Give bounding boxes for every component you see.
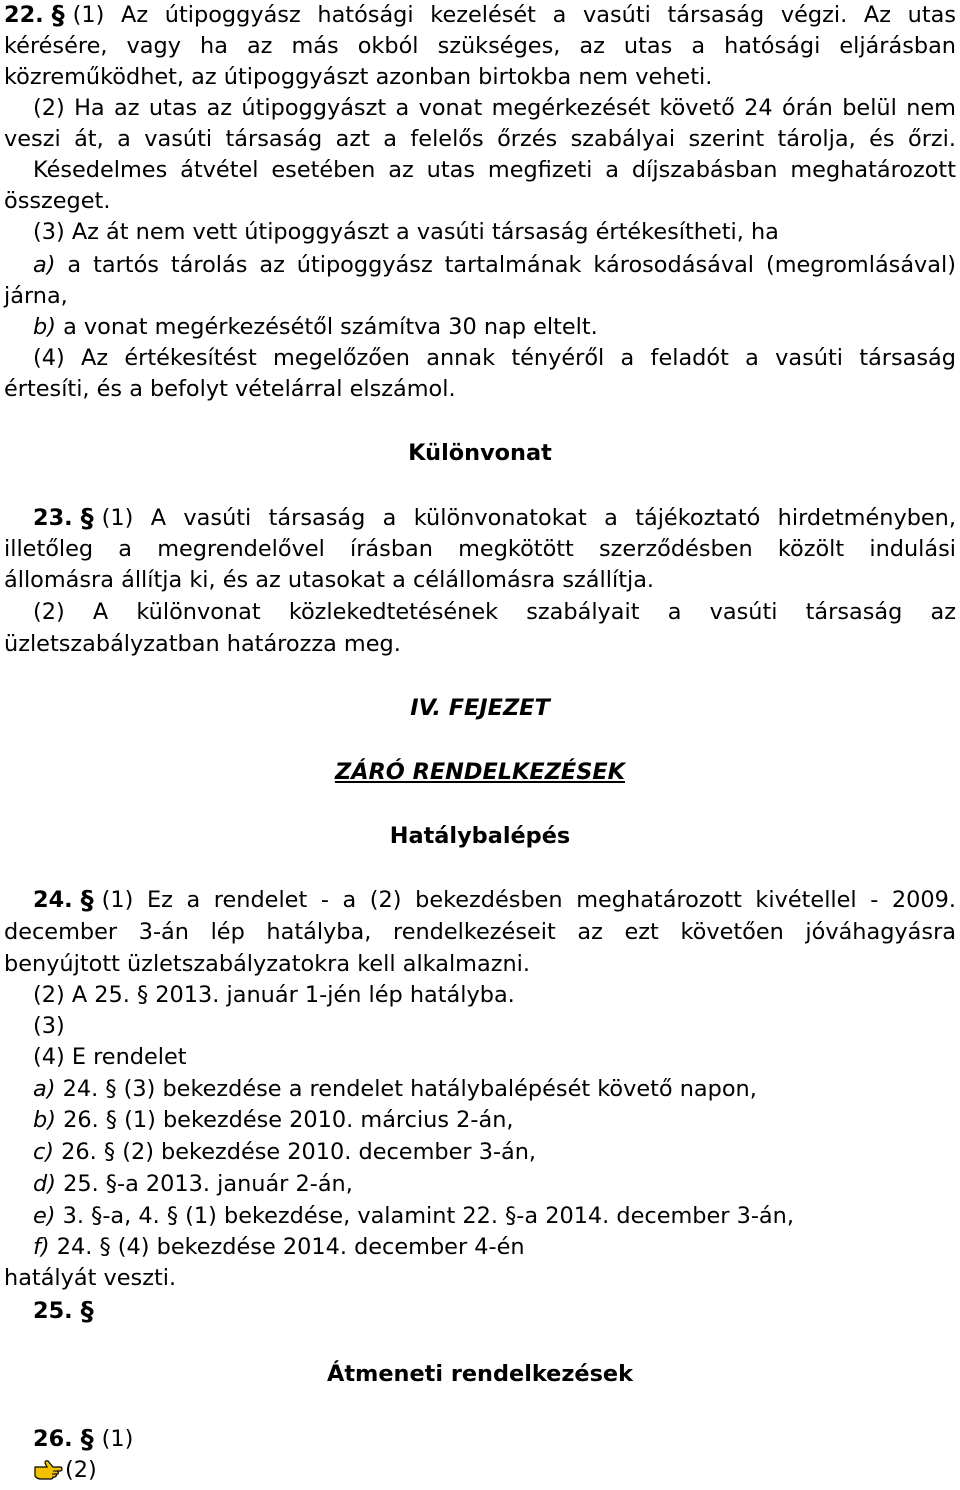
para-23-line-3: állomásra állítja ki, és az utasokat a célállomásra szállítja.: [4, 567, 655, 593]
para-22-line-6: Késedelmes átvétel esetében az utas megfizeti a díjszabásban meghatározott: [33, 157, 956, 183]
para-23-line-2: illetőleg a megrendelővel írásban megkötött szerződésben közölt indulási: [4, 536, 956, 562]
para-22-line-2: kérésére, vagy ha az más okból szükséges, az utas a hatósági eljárásban: [4, 33, 956, 59]
para-25: [33, 1296, 956, 1328]
section-number: 26.: [33, 1426, 73, 1452]
para-23-line-4: (2) A különvonat közlekedtetésének szabályait a vasúti társaság az: [33, 599, 956, 625]
para-26-line-1: 26. § (1): [33, 1425, 134, 1455]
heading-chapter: IV. FEJEZET: [410, 695, 550, 721]
para-22-line-8: (3) Az át nem vett útipoggyászt a vasúti társaság értékesítheti, ha: [33, 219, 779, 245]
para-22-line-4: (2) Ha az utas az útipoggyászt a vonat megérkezését követő 24 órán belül nem: [33, 95, 956, 121]
para-23-line-1: 23. § (1) A vasúti társaság a különvonatokat a tájékoztató hirdetményben,: [33, 504, 956, 534]
para-22-line-12: (4) Az értékesítést megelőzően annak tényéről a feladót a vasúti társaság: [33, 345, 956, 371]
list-item: b) 26. § (1) bekezdése 2010. március 2-án,: [33, 1107, 514, 1133]
section-sign: §: [80, 504, 94, 534]
section-number: 22.: [4, 2, 44, 28]
section-number: 23.: [33, 505, 73, 531]
para-23-line-5: üzletszabályzatban határozza meg.: [4, 631, 401, 657]
para-22-line-5: veszi át, a vasúti társaság azt a felelős őrzés szabályai szerint tárolja, és őrzi.: [4, 126, 956, 152]
section-sign: §: [80, 1425, 94, 1455]
para-22-line-10: járna,: [4, 283, 68, 309]
para-22-line-7: összeget.: [4, 188, 111, 214]
para-24-line-2: december 3-án lép hatályba, rendelkezéseit az ezt követően jóváhagyásra: [4, 919, 956, 945]
pointing-hand-icon[interactable]: [33, 1457, 63, 1481]
heading-hatalybalepes: Hatálybalépés: [389, 823, 571, 849]
section-sign: §: [80, 1297, 94, 1327]
para-22-line-9: a) a tartós tárolás az útipoggyász tartalmának károsodásával (megromlásával): [33, 252, 956, 278]
para-22-line-1: 22. § (1) Az útipoggyász hatósági kezelését a vasúti társaság végzi. Az utas: [4, 1, 956, 31]
section-number: 24.: [33, 887, 73, 913]
list-item: f) 24. § (4) bekezdése 2014. december 4-én: [33, 1234, 525, 1260]
list-item: e) 3. §-a, 4. § (1) bekezdése, valamint 22. §-a 2014. december 3-án,: [33, 1203, 794, 1229]
list-item: c) 26. § (2) bekezdése 2010. december 3-án,: [33, 1139, 537, 1165]
para-24-line-1: 24. § (1) Ez a rendelet - a (2) bekezdésben meghatározott kivétellel - 2009.: [33, 886, 956, 916]
para-24-line-4: (2) A 25. § 2013. január 1-jén lép hatályba.: [33, 982, 515, 1008]
section-sign: §: [51, 1, 65, 31]
para-24-line-3: benyújtott üzletszabályzatokra kell alkalmazni.: [4, 951, 530, 977]
list-item: d) 25. §-a 2013. január 2-án,: [33, 1171, 353, 1197]
heading-closing-provisions: ZÁRÓ RENDELKEZÉSEK: [334, 759, 625, 785]
section-number: 25.: [33, 1298, 73, 1324]
list-item: a) 24. § (3) bekezdése a rendelet hatálybalépését követő napon,: [33, 1076, 757, 1102]
para-22-line-3: közreműködhet, az útipoggyászt azonban birtokba nem veheti.: [4, 64, 713, 90]
heading-transitional: Átmeneti rendelkezések: [326, 1361, 633, 1387]
para-22-line-11: b) a vonat megérkezésétől számítva 30 nap eltelt.: [33, 314, 598, 340]
para-24-line-6: (4) E rendelet: [33, 1044, 187, 1070]
para-22-line-13: értesíti, és a befolyt vételárral elszámol.: [4, 376, 456, 402]
section-sign: §: [80, 886, 94, 916]
heading-kulonvonat: Különvonat: [408, 440, 552, 466]
para-24-line-5: (3): [33, 1013, 65, 1039]
para-24-end: hatályát veszti.: [4, 1265, 177, 1291]
para-26-line-2[interactable]: (2): [33, 1455, 956, 1486]
